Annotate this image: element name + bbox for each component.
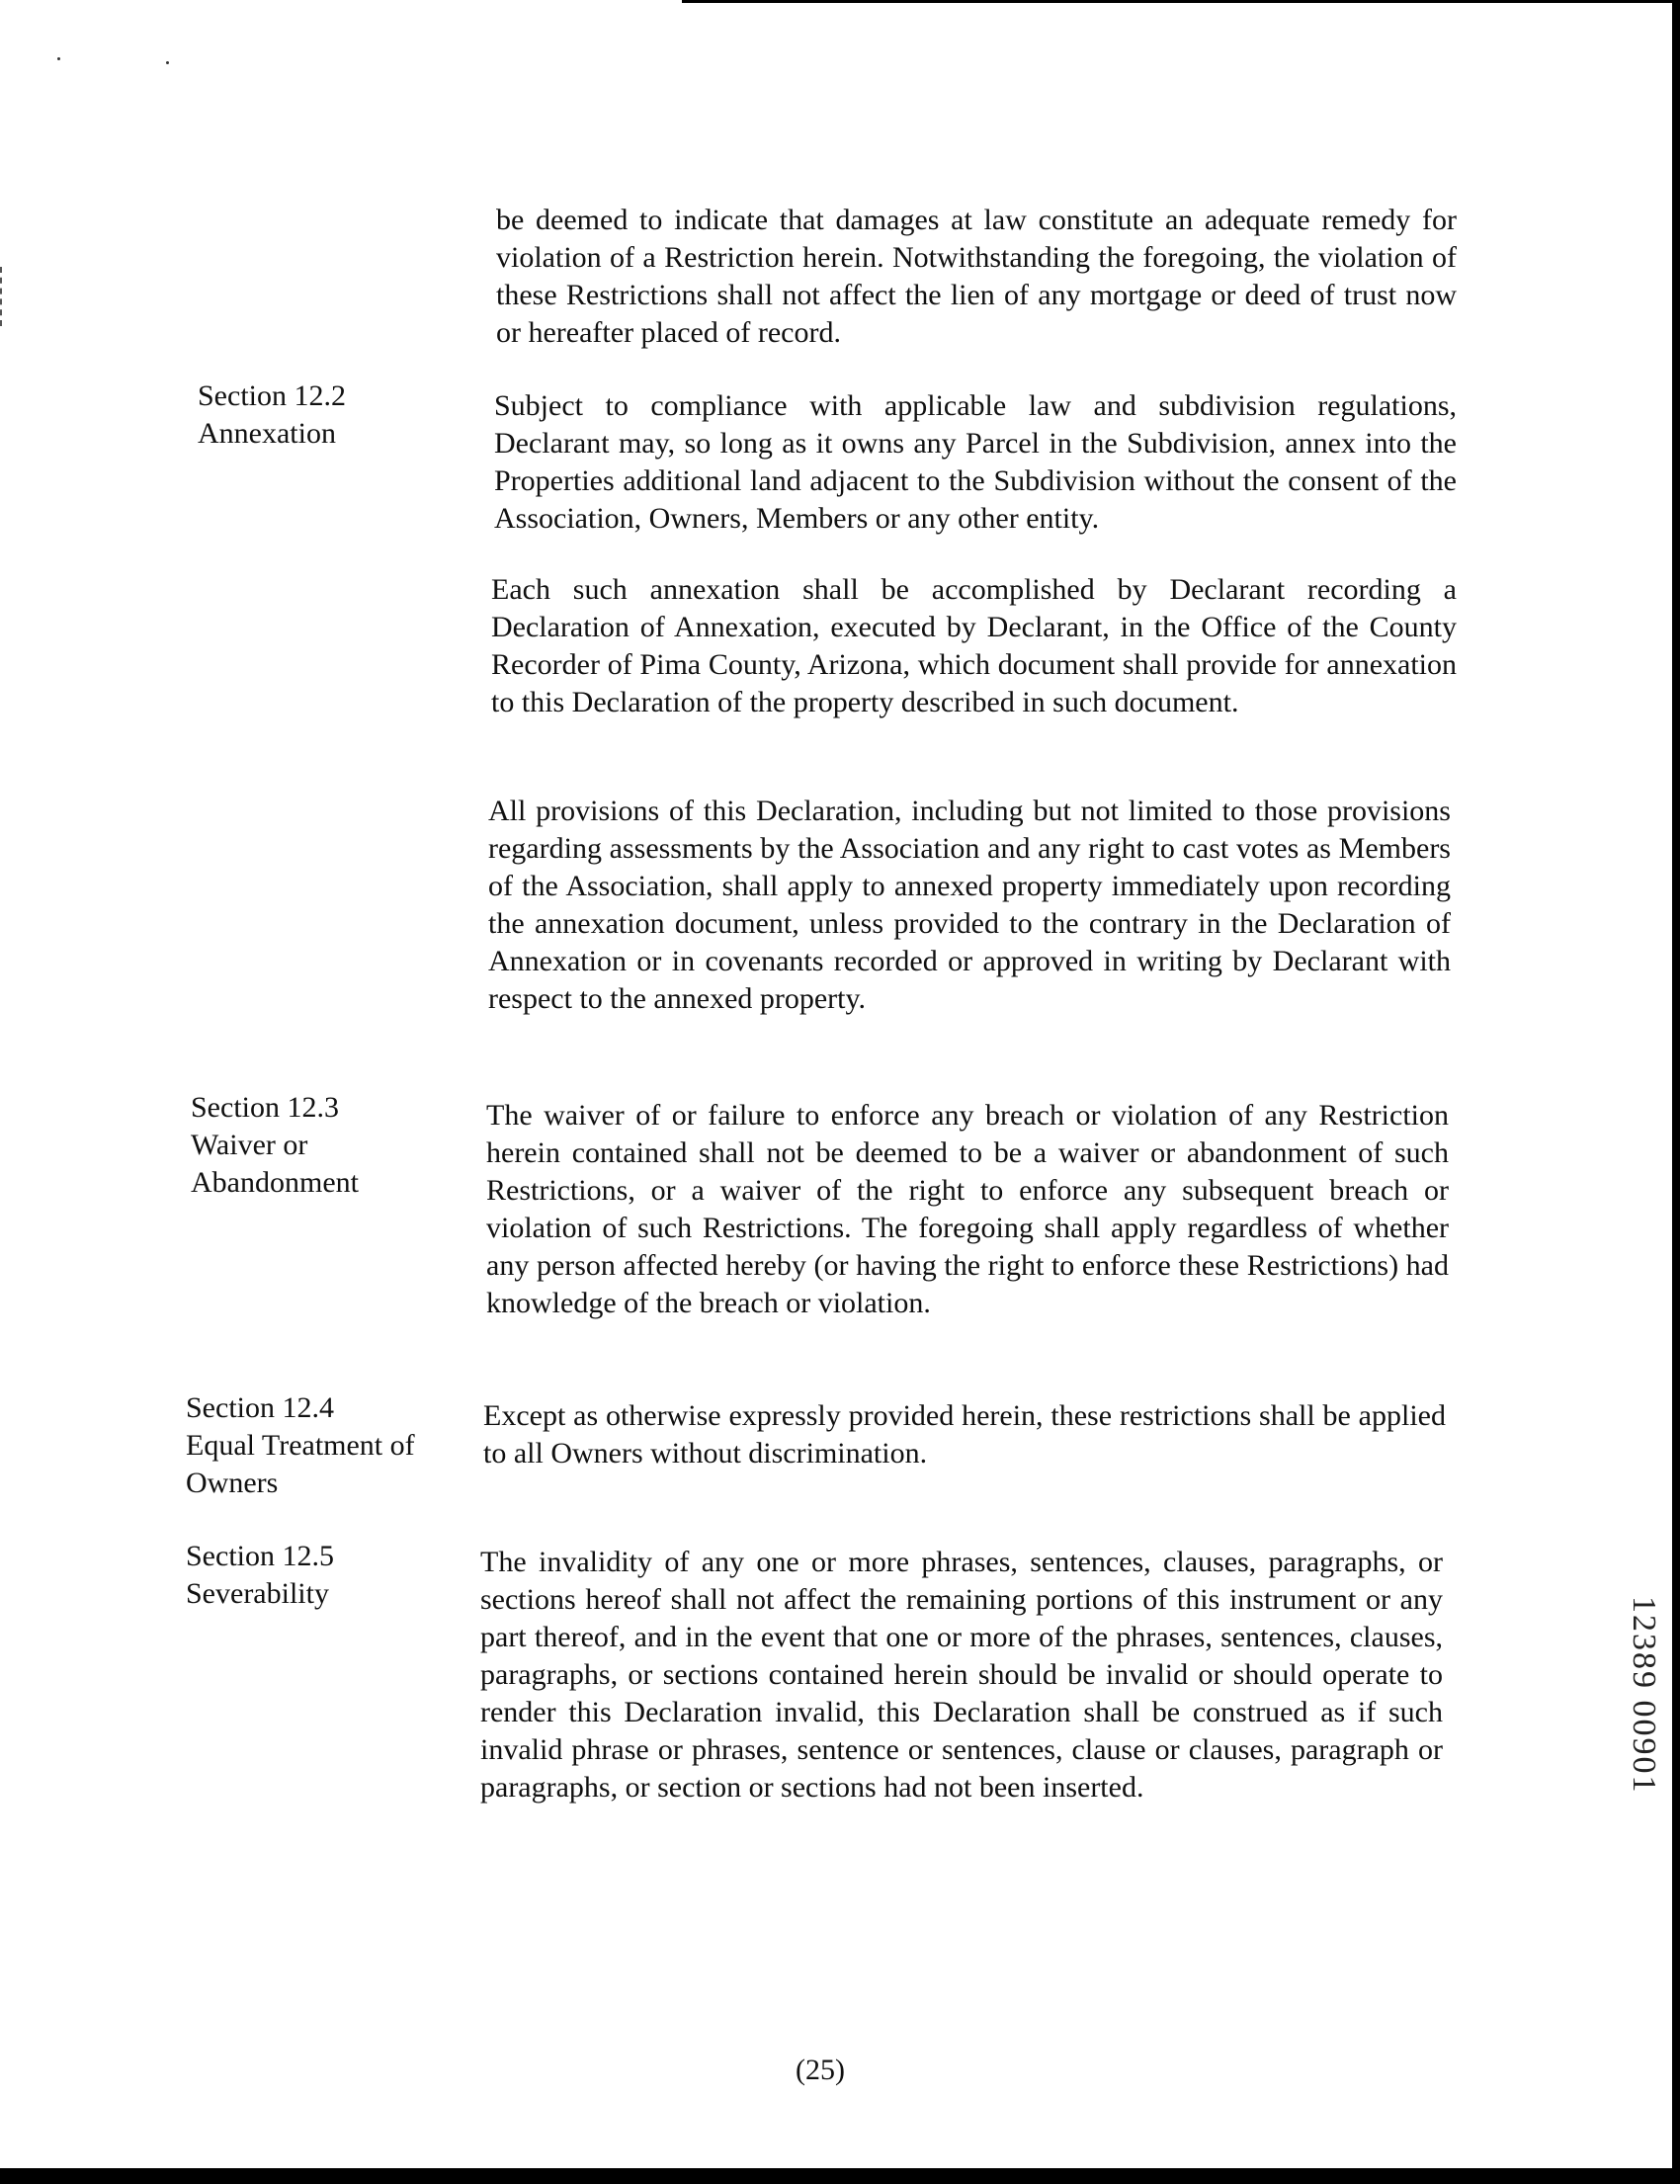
section-12-2-paragraph-1: Subject to compliance with applicable law and subdivision regulations, Declarant may, so long as it owns any Parcel in the Subdivision, annex into the Properties additional land adjacent to the Subdivision without the consent of the Association, Owners, Members or any other entity. xyxy=(494,389,1457,535)
section-12-3-paragraph: The waiver of or failure to enforce any breach or violation of any Restriction herein contained shall not be deemed to be a waiver or abandonment of such Restrictions, or a waiver of the right to enforce any subsequent breach or violation of such Restrictions. The foregoing shall apply regardless of whether any person affected hereby (or having the right to enforce these Restrictions) had knowledge of the breach or violation. xyxy=(486,1099,1449,1319)
scan-border-top xyxy=(682,0,1680,3)
document-id-stamp: 12389 00901 xyxy=(1626,1596,1662,1795)
scan-border-right xyxy=(1672,0,1680,2184)
section-12-4-paragraph: Except as otherwise expressly provided herein, these restrictions shall be applied to all Owners without discrimination. xyxy=(483,1399,1446,1470)
section-12-5-paragraph: The invalidity of any one or more phrases, sentences, clauses, paragraphs, or sections hereof shall not affect the remaining portions of this instrument or any part thereof, and in the event that one or more of the phrases, sentences, clauses, paragraphs, or sections contained herein should be invalid or should operate to render this Declaration invalid, this Declaration shall be construed as if such invalid phrase or phrases, sentence or sentences, clause or clauses, paragraph or paragraphs, or section or sections had not been inserted. xyxy=(480,1546,1443,1804)
section-title-line: Owners xyxy=(186,1467,279,1499)
scan-speck xyxy=(57,57,60,60)
section-12-2-paragraph-3: All provisions of this Declaration, including but not limited to those provisions regarding assessments by the Association and any right to cast votes as Members of the Association, shall apply to annexed property immediately upon recording the annexation document, unless provided to the contrary in the Declaration of Annexation or in covenants recorded or approved in writing by Declarant with respect to the annexed property. xyxy=(488,795,1451,1015)
section-number: Section 12.5 xyxy=(186,1540,334,1572)
section-12-2-label xyxy=(198,378,346,453)
scan-border-bottom xyxy=(0,2168,1680,2184)
scan-speck xyxy=(166,61,169,64)
section-title-line: Equal Treatment of xyxy=(186,1429,415,1462)
page-number: (25) xyxy=(796,2054,845,2086)
section-12-2-paragraph-2: Each such annexation shall be accomplished by Declarant recording a Declaration of Annexation, executed by Declarant, in the Office of the County Recorder of Pima County, Arizona, which document shall provide for annexation to this Declaration of the property described in such document. xyxy=(491,573,1457,718)
section-number: Section 12.2 xyxy=(198,379,346,412)
section-12-3-label xyxy=(191,1089,359,1202)
section-number: Section 12.3 xyxy=(191,1091,339,1124)
section-number: Section 12.4 xyxy=(186,1391,334,1424)
section-title-line: Waiver or xyxy=(191,1129,308,1161)
section-title: Annexation xyxy=(198,417,336,450)
section-12-4-label xyxy=(186,1389,415,1502)
section-title-line: Abandonment xyxy=(191,1166,359,1199)
scan-edge-marks xyxy=(0,267,6,326)
section-title: Severability xyxy=(186,1577,329,1610)
continuation-paragraph: be deemed to indicate that damages at law constitute an adequate remedy for violation of a Restriction herein. Notwithstanding the foregoing, the violation of these Restrictions shall not affect the lien of any mortgage or deed of trust now or hereafter placed of record. xyxy=(496,204,1457,349)
section-12-5-label xyxy=(186,1538,334,1613)
